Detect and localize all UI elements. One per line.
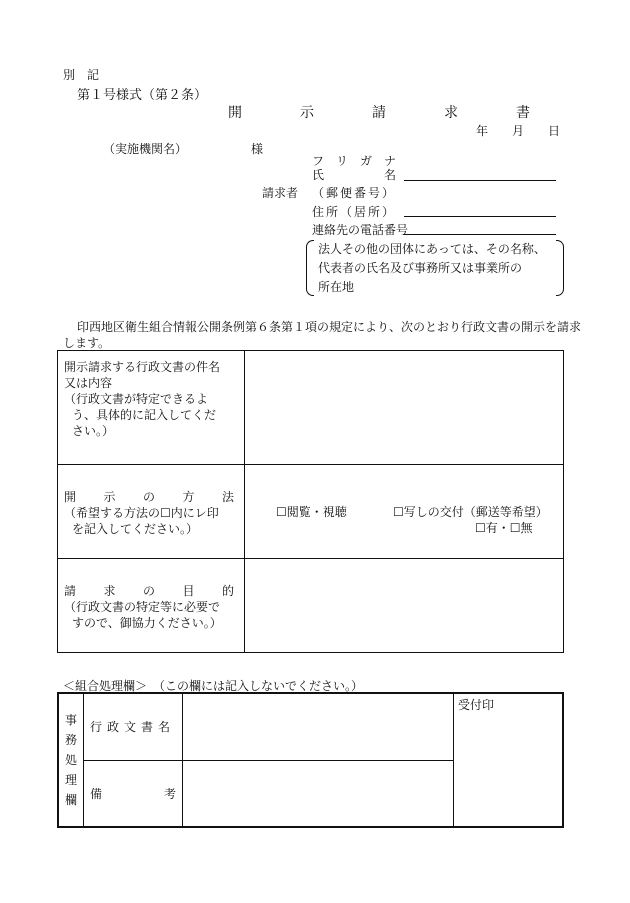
uketsuke-label: 受付印 xyxy=(458,698,495,712)
method-sub: を記入してください。） xyxy=(72,522,199,536)
corp-note-line: 所在地 xyxy=(318,280,355,294)
furigana-label: フ リ ガ ナ xyxy=(312,154,397,168)
subject-title: 開示請求する行政文書の件名 xyxy=(64,360,221,374)
agency-label: （実施機関名） xyxy=(103,142,188,156)
request-table xyxy=(57,350,564,653)
method-label-cell xyxy=(58,465,245,559)
doc-name-label: 行政文書名 xyxy=(84,693,183,760)
table-row xyxy=(58,351,564,465)
method-sub: （希望する方法の☐内にレ印 xyxy=(64,506,219,520)
name-line xyxy=(404,180,556,181)
mail-yesno-checkbox[interactable]: ☐有・☐無 xyxy=(475,521,533,535)
method-title: 開 示 の 方 法 xyxy=(64,490,234,504)
name-label: 氏 名 xyxy=(312,168,397,182)
purpose-label-cell xyxy=(58,559,245,653)
subject-title: 又は内容 xyxy=(64,376,113,390)
bikou-label: 備 考 xyxy=(84,760,183,827)
form-number: 第１号様式（第２条） xyxy=(77,88,208,103)
phone-label: 連絡先の電話番号 xyxy=(312,223,409,237)
phone-line xyxy=(404,234,556,235)
processing-side-label: 事 務 処 理 欄 xyxy=(58,693,84,827)
corp-note-line: 代表者の氏名及び事務所又は事業所の xyxy=(318,261,523,275)
corp-note-bracket xyxy=(312,240,558,296)
postal-label: （郵便番号） xyxy=(312,186,397,200)
date-label: 年 月 日 xyxy=(476,124,561,138)
page-title: 開 示 請 求 書 xyxy=(228,105,552,121)
corp-note-line: 法人その他の団体にあっては、その名称、 xyxy=(318,242,546,256)
subject-sub: さい。） xyxy=(72,424,115,438)
intro-text: 印西地区衛生組合情報公開条例第６条第１項の規定により、次のとおり行政文書の開示を請求 xyxy=(77,320,582,334)
purpose-title: 請 求 の 目 的 xyxy=(64,584,234,598)
purpose-sub: すので、御協力ください。） xyxy=(72,616,222,630)
copy-checkbox[interactable]: ☐写しの交付（郵送等希望） xyxy=(393,505,548,519)
table-row xyxy=(58,693,563,760)
processing-heading: ＜組合処理欄＞ （この欄には記入しないでください。） xyxy=(63,679,364,693)
subject-sub: う、具体的に記入してくだ xyxy=(72,408,217,422)
requester-label: 請求者 xyxy=(262,186,299,200)
bikou-cell xyxy=(183,760,454,827)
purpose-sub: （行政文書の特定等に必要で xyxy=(64,600,221,614)
subject-sub: （行政文書が特定できるよ xyxy=(64,392,209,406)
sama-label: 様 xyxy=(251,142,264,156)
address-label: 住所（居所） xyxy=(312,205,397,219)
processing-table xyxy=(57,692,564,828)
method-option-cell xyxy=(245,465,564,559)
purpose-input-cell[interactable] xyxy=(245,559,564,653)
address-line xyxy=(404,216,556,217)
bekki-label: 別 記 xyxy=(63,68,100,82)
table-row xyxy=(58,559,564,653)
view-checkbox[interactable]: ☐閲覧・視聴 xyxy=(276,505,347,519)
table-row xyxy=(58,465,564,559)
subject-input-cell[interactable] xyxy=(245,351,564,465)
subject-label-cell xyxy=(58,351,245,465)
intro-text: します。 xyxy=(63,336,111,350)
doc-name-cell xyxy=(183,693,454,760)
uketsuke-cell xyxy=(454,693,564,827)
